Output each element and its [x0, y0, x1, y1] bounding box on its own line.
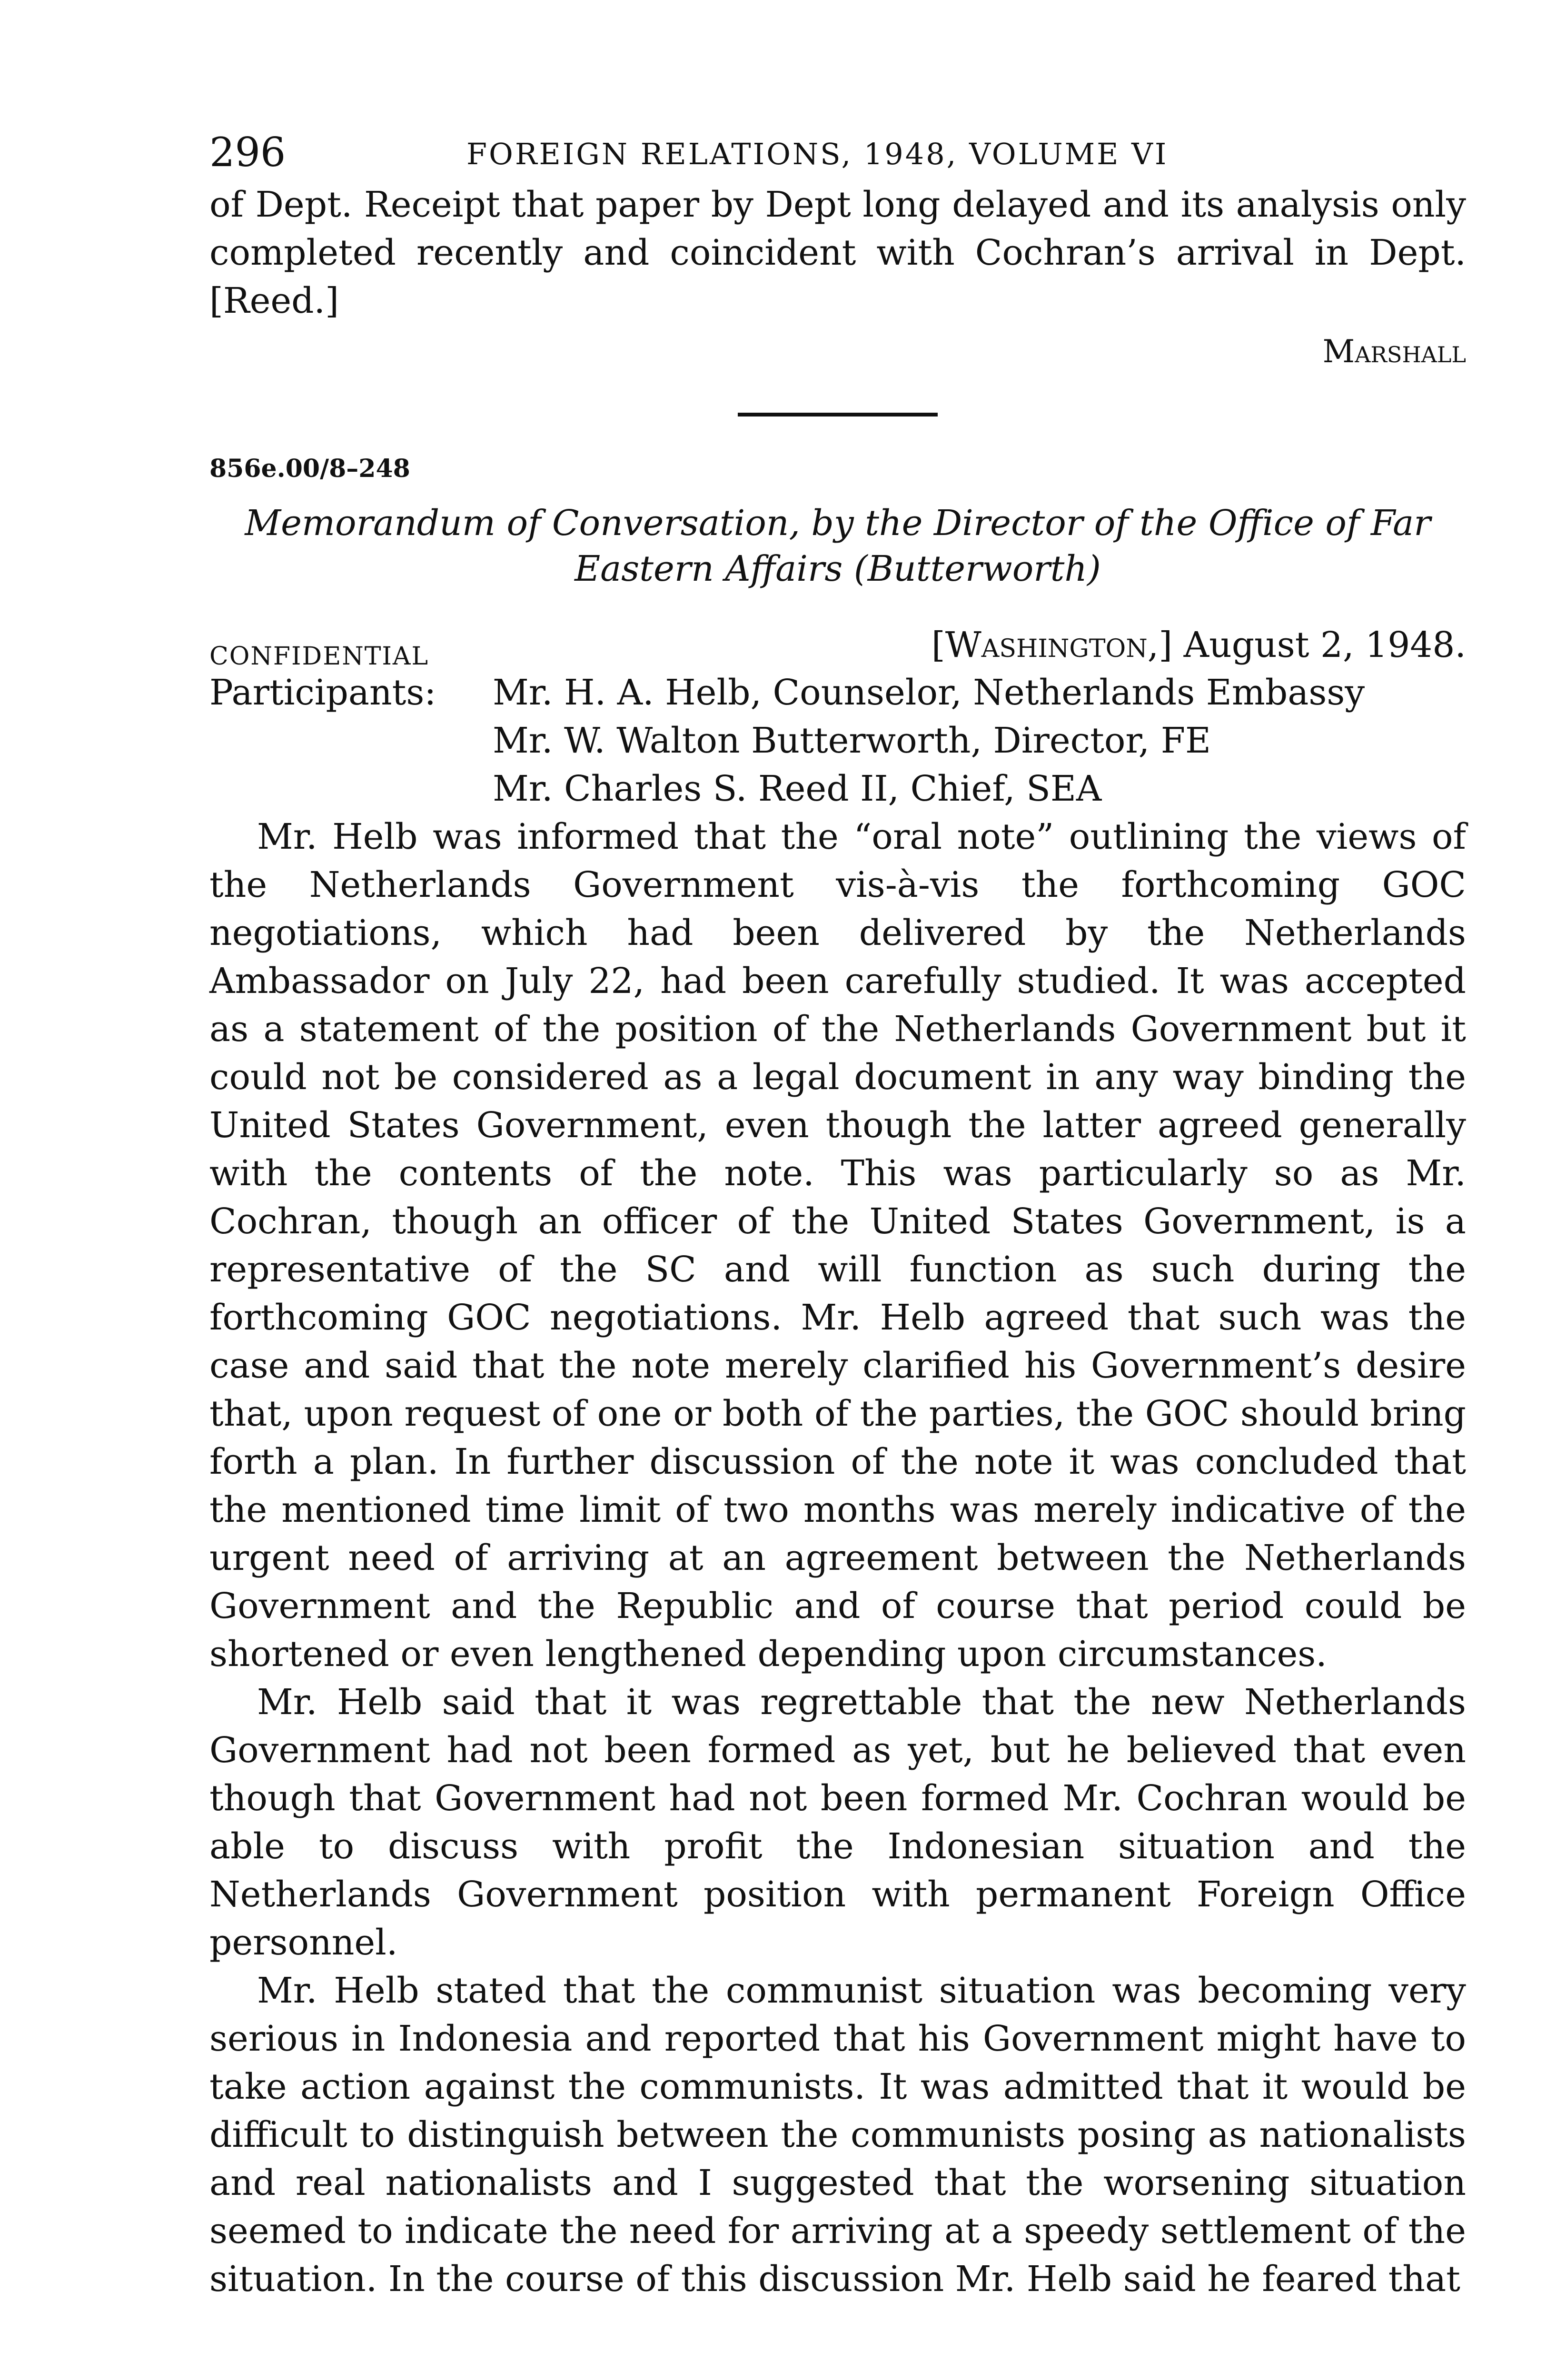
classification-label: CONFIDENTIAL — [209, 642, 429, 671]
document-page — [209, 129, 1466, 2303]
document-title: Memorandum of Conversation, by the Director of the Office of Far Eastern Affairs (Butterworth) — [245, 503, 1431, 589]
participants-block — [209, 669, 1466, 813]
participant: Mr. H. A. Helb, Counselor, Netherlands Embassy — [493, 672, 1365, 713]
participants-label: Participants: — [209, 672, 436, 713]
document-body — [209, 181, 1466, 2303]
participant: Mr. Charles S. Reed II, Chief, SEA — [493, 768, 1102, 809]
body-paragraph: Mr. Helb said that it was regrettable that the new Netherlands Government had not been formed as yet, but he believed that even though that Government had not been formed Mr. Cochran would be able to discuss with profit the Indonesian situation and the Netherlands Government position with permanent Foreign Office personnel. — [209, 1682, 1466, 1963]
section-divider — [738, 413, 938, 416]
running-header — [209, 129, 1466, 181]
file-number: 856e.00/8–248 — [209, 454, 410, 483]
participant-list — [493, 669, 1466, 813]
body-paragraph: Mr. Helb stated that the communist situation was becoming very serious in Indonesia and reported that his Government might have to take action against the communists. It was admitted that it would be difficult to distinguish between the communists posing as nationalists and real nationalists and I suggested that the worsening situation seemed to indicate the need for arriving at a speedy settlement of the situation. In the course of this discussion Mr. Helb said he feared that — [209, 1970, 1466, 2300]
page-number: 296 — [209, 129, 286, 176]
continuation-paragraph: of Dept. Receipt that paper by Dept long delayed and its analysis only completed recently and coincident with Cochran’s arrival in Dept. [Reed.] — [209, 184, 1466, 321]
date-line — [932, 621, 1466, 669]
date: August 2, 1948. — [1183, 625, 1466, 665]
dateline — [209, 621, 1466, 669]
body-paragraph: Mr. Helb was informed that the “oral note” outlining the views of the Netherlands Government vis-à-vis the forthcoming GOC negotiations, which had been delivered by the Netherlands Ambassador on July 22, had been carefully studied. It was accepted as a statement of the position of the Netherlands Government but it could not be considered as a legal document in any way binding the United States Government, even though the latter agreed generally with the contents of the note. This was particularly so as Mr. Cochran, though an officer of the United States Government, is a representative of the SC and will function as such during the forthcoming GOC negotiations. Mr. Helb agreed that such was the case and said that the note merely clarified his Government’s desire that, upon request of one or both of the parties, the GOC should bring forth a plan. In further discussion of the note it was concluded that the mentioned time limit of two months was merely indicative of the urgent need of arriving at an agreement between the Netherlands Government and the Republic and of course that period could be shortened or even lengthened depending upon circumstances. — [209, 816, 1466, 1675]
place: [Washington,] — [931, 625, 1173, 665]
participant: Mr. W. Walton Butterworth, Director, FE — [493, 720, 1211, 761]
signature: Marshall — [1322, 333, 1466, 370]
running-title: FOREIGN RELATIONS, 1948, VOLUME VI — [466, 137, 1169, 171]
